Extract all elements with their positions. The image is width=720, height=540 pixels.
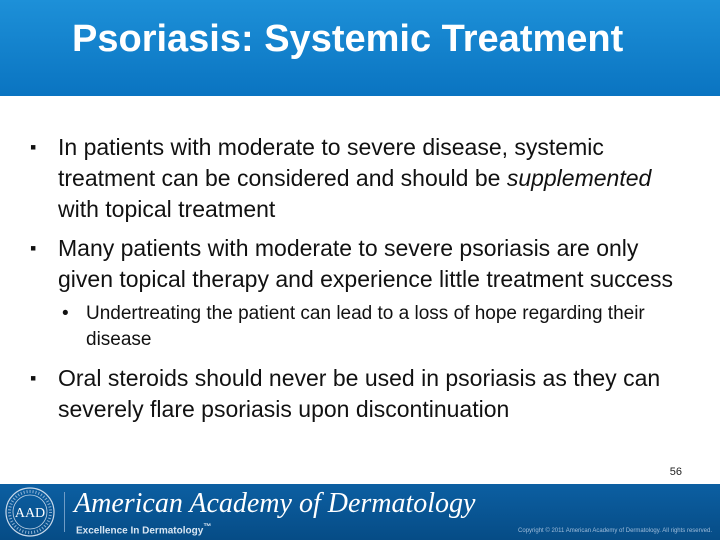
page-number: 56 (669, 466, 682, 478)
square-bullet-icon: ▪ (30, 238, 37, 258)
square-bullet-icon: ▪ (30, 368, 37, 388)
sub-bullet-item (58, 301, 696, 353)
slide-body (30, 132, 696, 433)
bullet-item (30, 233, 696, 295)
tagline (76, 521, 212, 536)
bullet-text: Oral steroids should never be used in psoriasis as they can severely flare psoriasis upon discontinuation (58, 365, 661, 422)
tagline-text: Excellence In Dermatology (76, 525, 204, 537)
bullet-item (30, 132, 696, 225)
organization-name: American Academy of Dermatology (74, 488, 476, 519)
square-bullet-icon: ▪ (30, 137, 37, 157)
aad-seal-icon (4, 486, 56, 538)
footer-bar (0, 484, 720, 540)
logo-text: AAD (14, 506, 46, 521)
trademark-mark: ™ (203, 521, 212, 531)
footer-divider (64, 492, 65, 532)
bullet-text-end: with topical treatment (58, 196, 276, 222)
sub-bullet-text: Undertreating the patient can lead to a loss of hope regarding their disease (86, 303, 645, 350)
copyright-notice: Copyright © 2011 American Academy of Dermatology. All rights reserved. (518, 528, 712, 534)
bullet-text: In patients with moderate to severe disease, systemic treatment can be considered and should be (58, 134, 604, 191)
bullet-emphasis: supplemented (506, 165, 652, 191)
round-bullet-icon: • (62, 303, 69, 324)
title-bar (0, 0, 720, 96)
bullet-text: Many patients with moderate to severe psoriasis are only given topical therapy and experience little treatment success (58, 235, 673, 292)
slide-title: Psoriasis: Systemic Treatment (72, 18, 624, 60)
bullet-item (30, 363, 696, 425)
